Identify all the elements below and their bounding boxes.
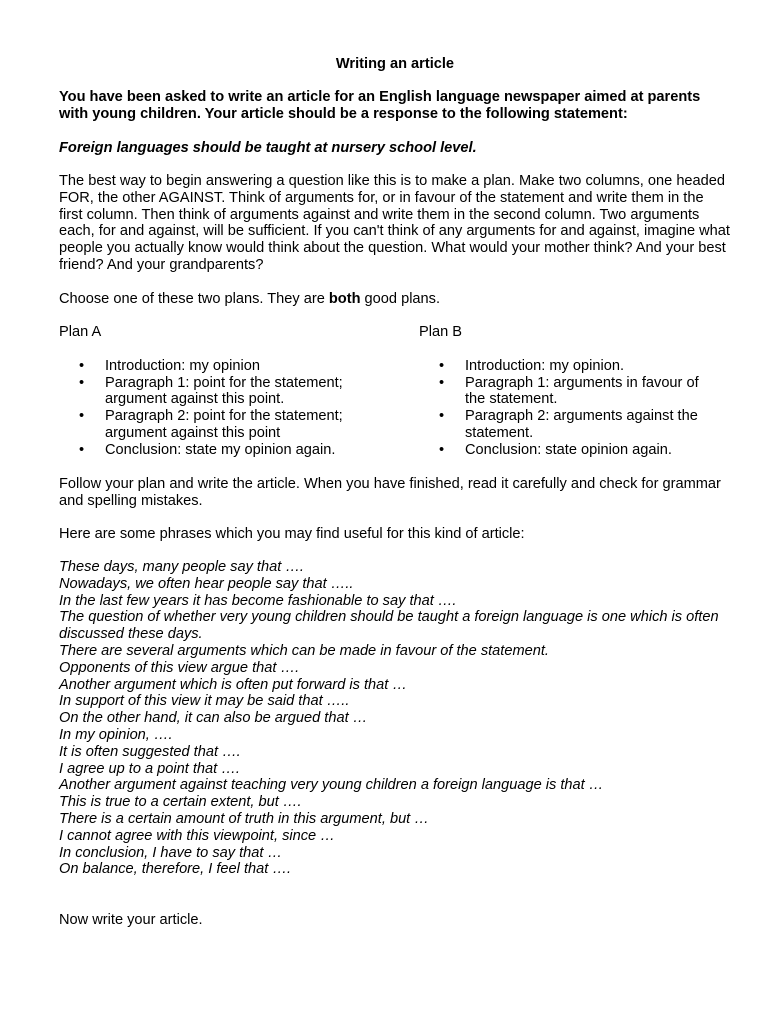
plan-b	[419, 324, 729, 459]
phrase-item: Nowadays, we often hear people say that …..	[59, 575, 354, 592]
choose-paragraph	[59, 291, 729, 308]
plan-a-heading: Plan A	[59, 324, 102, 340]
list-item	[59, 358, 395, 375]
useful-phrases-intro: Here are some phrases which you may find useful for this kind of article:	[59, 526, 525, 542]
list-item	[59, 408, 395, 442]
bullet-icon: •	[439, 374, 445, 391]
bullet-icon: •	[439, 441, 445, 458]
phrase-list	[59, 559, 731, 878]
phrase-item: In my opinion, ….	[59, 726, 173, 743]
phrase-item: On the other hand, it can also be argued that …	[59, 710, 368, 727]
choose-text-after: good plans.	[360, 291, 441, 307]
phrase-item: Another argument against teaching very young children a foreign language is that …	[59, 777, 604, 794]
statement-paragraph: Foreign languages should be taught at nursery school level.	[59, 140, 477, 156]
list-item	[419, 375, 715, 409]
choose-text-before: Choose one of these two plans. They are	[59, 291, 329, 307]
phrase-item: There is a certain amount of truth in this argument, but …	[59, 810, 429, 827]
list-item	[419, 442, 715, 459]
phrase-item: In the last few years it has become fashionable to say that ….	[59, 592, 457, 609]
bullet-icon: •	[439, 357, 445, 374]
list-item-text: Paragraph 2: point for the statement; argument against this point	[105, 408, 343, 441]
phrase-item: It is often suggested that ….	[59, 743, 241, 760]
plan-a-list	[59, 358, 369, 459]
phrase-item: I cannot agree with this viewpoint, since …	[59, 827, 335, 844]
document-title: Writing an article	[335, 56, 455, 72]
phrase-item: In support of this view it may be said that …..	[59, 693, 350, 710]
phrase-item: Opponents of this view argue that ….	[59, 659, 300, 676]
final-instruction: Now write your article.	[59, 912, 203, 928]
bullet-icon: •	[79, 441, 85, 458]
list-item-text: Paragraph 1: arguments in favour of the statement.	[465, 374, 699, 408]
intro-paragraph: The best way to begin answering a question like this is to make a plan. Make two columns, one headed FOR, the other AGAINST. Think of arguments for, or in favour of the statement and write them in the first column. Then think of arguments against and write them in the second column. Two arguments each, for and against, will be sufficient. If you can't think of any arguments for and against, imagine what people you actually know would think about the question. What would your mother think? And your best friend? And your grandparents?	[59, 173, 730, 273]
plan-a	[59, 324, 369, 459]
bullet-icon: •	[79, 374, 85, 391]
list-item-text: Introduction: my opinion	[105, 357, 260, 374]
list-item-text: Conclusion: state my opinion again.	[105, 441, 336, 458]
bullet-icon: •	[79, 357, 85, 374]
list-item-text: Conclusion: state opinion again.	[465, 441, 672, 458]
phrase-item: This is true to a certain extent, but ….	[59, 794, 302, 811]
phrase-item: These days, many people say that ….	[59, 559, 304, 575]
phrase-item: Another argument which is often put forward is that …	[59, 676, 407, 693]
list-item	[59, 375, 395, 409]
list-item	[419, 358, 715, 375]
bullet-icon: •	[439, 408, 445, 425]
list-item	[59, 442, 395, 459]
plan-b-list	[419, 358, 729, 459]
list-item-text: Paragraph 1: point for the statement; argument against this point.	[105, 374, 343, 408]
phrase-item: There are several arguments which can be made in favour of the statement.	[59, 642, 549, 659]
task-paragraph: You have been asked to write an article for an English language newspaper aimed at parents with young children. Your article should be a response to the following statement:	[59, 89, 701, 122]
list-item-text: Paragraph 2: arguments against the statement.	[465, 408, 698, 441]
bullet-icon: •	[79, 408, 85, 425]
phrase-item: On balance, therefore, I feel that ….	[59, 861, 292, 878]
phrase-item: The question of whether very young children should be taught a foreign language is one which is often discussed these days.	[59, 609, 719, 643]
choose-emphasis: both	[328, 291, 361, 307]
list-item	[419, 408, 715, 442]
follow-paragraph: Follow your plan and write the article. When you have finished, read it carefully and check for grammar and spelling mistakes.	[59, 476, 721, 509]
list-item-text: Introduction: my opinion.	[465, 357, 624, 374]
plan-b-heading: Plan B	[419, 324, 462, 340]
phrase-item: I agree up to a point that ….	[59, 760, 240, 777]
phrase-item: In conclusion, I have to say that …	[59, 844, 283, 861]
